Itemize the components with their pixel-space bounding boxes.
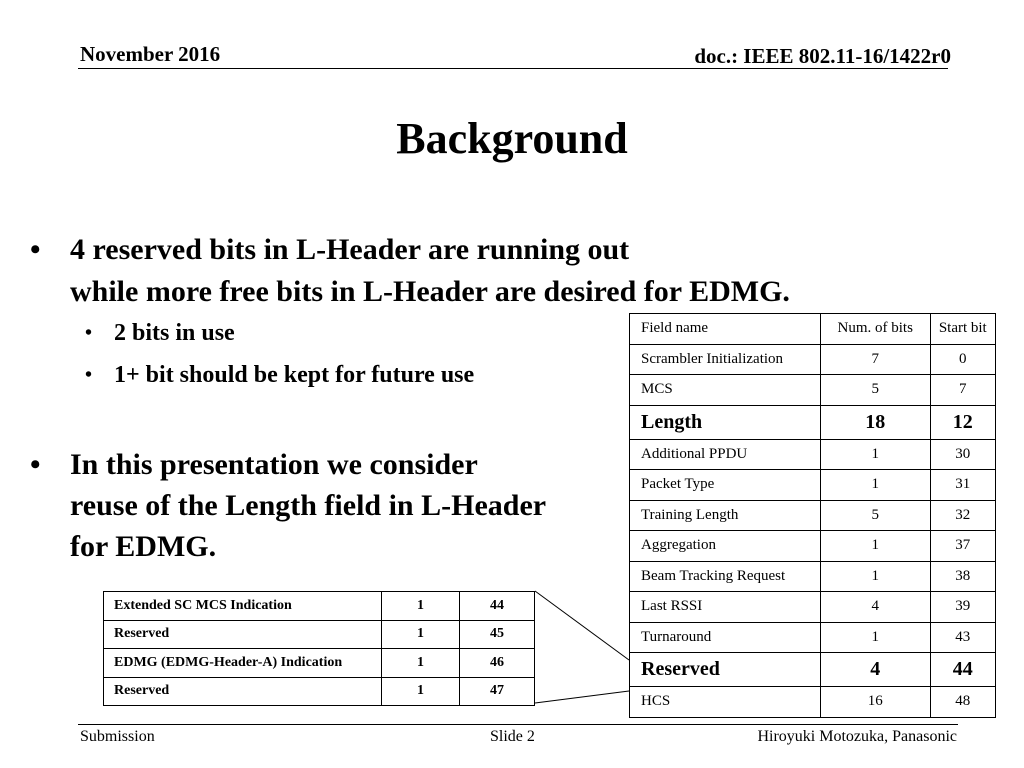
num-bits-cell: 1 [820,470,930,501]
field-name-cell: EDMG (EDMG-Header-A) Indication [104,649,382,678]
field-name-cell: Reserved [630,653,821,687]
field-name-cell: Extended SC MCS Indication [104,592,382,621]
field-name-cell: Additional PPDU [630,439,821,470]
start-bit-cell: 38 [930,561,995,592]
bullet-2-line-3: for EDMG. [70,530,217,563]
bullet-1-line-2: while more free bits in L-Header are desired for EDMG. [70,275,790,308]
field-name-cell: HCS [630,687,821,718]
num-bits-cell: 1 [820,531,930,562]
start-bit-cell: 7 [930,375,995,406]
sub-bullet-1-text: 2 bits in use [114,320,235,346]
field-name-cell: Reserved [104,677,382,706]
field-name-cell: Aggregation [630,531,821,562]
start-bit-cell: 0 [930,344,995,375]
field-name-cell: Scrambler Initialization [630,344,821,375]
num-bits-cell: 1 [382,592,460,621]
num-bits-cell: 5 [820,375,930,406]
sub-bullet-2-text: 1+ bit should be kept for future use [114,362,475,388]
header-start-bit: Start bit [930,314,995,345]
sub-bullet-2-dot: • [85,364,93,386]
footer-author: Hiroyuki Motozuka, Panasonic [757,728,957,745]
start-bit-cell: 30 [930,439,995,470]
start-bit-cell: 45 [460,620,535,649]
start-bit-cell: 43 [930,622,995,653]
field-name-cell: Turnaround [630,622,821,653]
field-name-cell: Beam Tracking Request [630,561,821,592]
num-bits-cell: 1 [820,622,930,653]
header-date: November 2016 [80,42,221,66]
bullet-1-dot: • [30,233,41,266]
field-name-cell: Packet Type [630,470,821,501]
field-name-cell: Training Length [630,500,821,531]
num-bits-cell: 5 [820,500,930,531]
start-bit-cell: 31 [930,470,995,501]
header-field-name: Field name [630,314,821,345]
header-num-bits: Num. of bits [820,314,930,345]
field-name-cell: Reserved [104,620,382,649]
num-bits-cell: 1 [382,649,460,678]
connector-bottom-line [535,691,629,703]
slide-title: Background [396,114,628,163]
num-bits-cell: 1 [820,561,930,592]
start-bit-cell: 37 [930,531,995,562]
start-bit-cell: 44 [930,653,995,687]
start-bit-cell: 44 [460,592,535,621]
start-bit-cell: 32 [930,500,995,531]
sub-bullet-1-dot: • [85,322,93,344]
footer-rule [78,724,958,725]
num-bits-cell: 18 [820,405,930,439]
footer-submission: Submission [80,728,155,745]
bullet-1-line-1: 4 reserved bits in L-Header are running out [70,233,630,266]
start-bit-cell: 47 [460,677,535,706]
num-bits-cell: 1 [820,439,930,470]
num-bits-cell: 4 [820,653,930,687]
bullet-2-line-1: In this presentation we consider [70,448,478,481]
header-doc-id: doc.: IEEE 802.11-16/1422r0 [694,44,951,68]
start-bit-cell: 39 [930,592,995,623]
bullet-2-dot: • [30,448,41,481]
num-bits-cell: 1 [382,677,460,706]
start-bit-cell: 46 [460,649,535,678]
connector-top-line [535,591,629,660]
field-name-cell: Length [630,405,821,439]
footer-slide-number: Slide 2 [490,728,535,745]
num-bits-cell: 4 [820,592,930,623]
start-bit-cell: 48 [930,687,995,718]
bullet-2-line-2: reuse of the Length field in L-Header [70,489,547,522]
start-bit-cell: 12 [930,405,995,439]
num-bits-cell: 16 [820,687,930,718]
field-name-cell: Last RSSI [630,592,821,623]
field-name-cell: MCS [630,375,821,406]
num-bits-cell: 1 [382,620,460,649]
num-bits-cell: 7 [820,344,930,375]
